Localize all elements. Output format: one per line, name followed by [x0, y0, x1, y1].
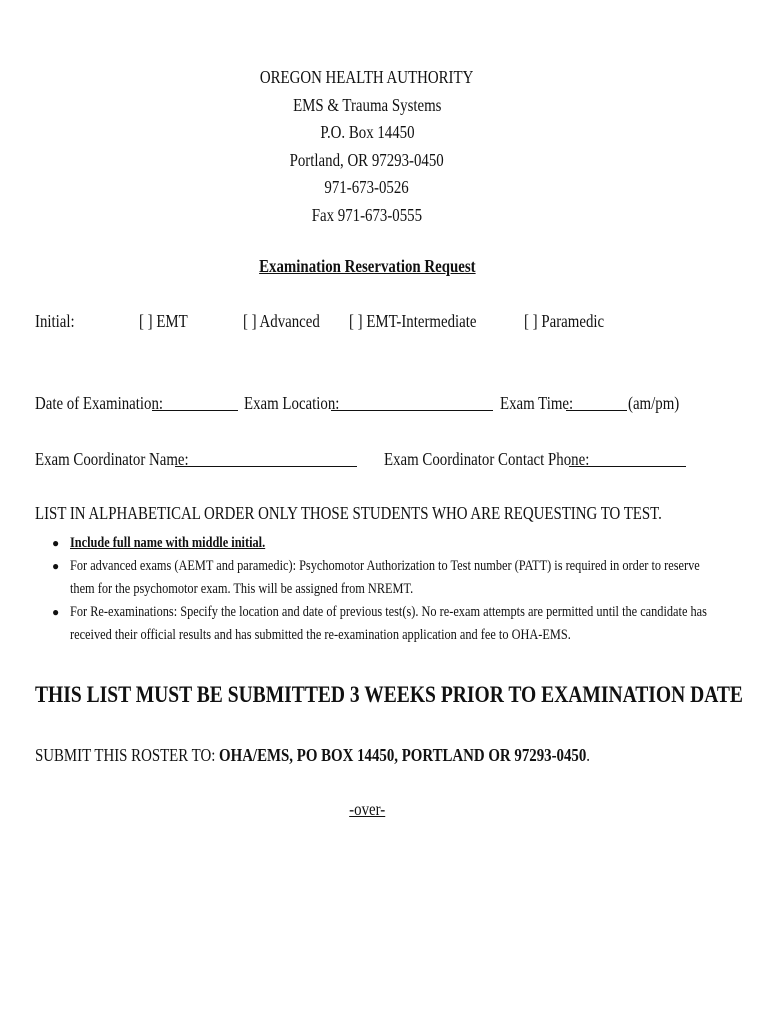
list-instruction — [35, 503, 770, 524]
date-of-exam-field[interactable] — [152, 396, 238, 411]
phone-line: 971-673-0526 — [324, 177, 410, 197]
over-note — [0, 799, 734, 820]
form-title-text: Examination Reservation Request — [258, 256, 476, 276]
date-label-text: Date of Examination: — [35, 393, 164, 413]
submit-suffix: . — [586, 745, 590, 765]
coordinator-phone-field[interactable] — [569, 452, 686, 467]
submit-address: OHA/EMS, PO BOX 14450, PORTLAND OR 97293-0450 — [219, 745, 587, 765]
bullet-text: Include full name with middle initial. — [70, 535, 266, 551]
bullet-dot-icon: ● — [52, 559, 60, 573]
option-advanced-label: [ ] Advanced — [243, 311, 320, 331]
location-label-text: Exam Location: — [244, 393, 340, 413]
deadline-text: THIS LIST MUST BE SUBMITTED 3 WEEKS PRIOR TO EXAMINATION DATE — [35, 682, 743, 707]
coordinator-name-text: Exam Coordinator Name: — [35, 449, 189, 469]
coordinator-phone-text: Exam Coordinator Contact Phone: — [384, 449, 590, 469]
po-box: P.O. Box 14450 — [319, 122, 415, 142]
bullet-item — [52, 601, 722, 647]
option-emt[interactable] — [139, 311, 196, 332]
bullet-text: For Re-examinations: Specify the location and date of previous test(s). No re-exam attempts are permitted until the candidate has received their official results and has submitted the re-examination application and fee to OHA-EMS. — [70, 604, 707, 643]
option-paramedic-label: [ ] Paramedic — [524, 311, 605, 331]
fax-line: Fax 971-673-0555 — [311, 204, 423, 225]
exam-location-field[interactable] — [331, 396, 493, 411]
option-emt-intermediate-label: [ ] EMT-Intermediate — [349, 311, 477, 331]
exam-time-field[interactable] — [566, 396, 627, 411]
org-name: OREGON HEALTH AUTHORITY — [260, 67, 474, 87]
list-instruction-text: LIST IN ALPHABETICAL ORDER ONLY THOSE STUDENTS WHO ARE REQUESTING TO TEST. — [35, 503, 662, 523]
bullet-item — [52, 555, 722, 601]
option-paramedic[interactable] — [524, 311, 618, 332]
option-emt-label: [ ] EMT — [139, 311, 188, 331]
submit-instruction — [35, 745, 688, 766]
coordinator-name-field[interactable] — [175, 452, 357, 467]
city-line: Portland, OR 97293-0450 — [289, 149, 445, 170]
letterhead — [0, 64, 734, 229]
deadline-notice — [35, 682, 770, 708]
am-pm-text: (am/pm) — [628, 393, 680, 413]
bullet-item — [52, 532, 722, 555]
initial-label-text: Initial: — [35, 311, 75, 331]
submit-prefix: SUBMIT THIS ROSTER TO: — [35, 745, 220, 765]
bullet-dot-icon: ● — [52, 605, 60, 619]
bullet-dot-icon: ● — [52, 536, 60, 550]
time-label-text: Exam Time: — [500, 393, 574, 413]
initial-label — [35, 311, 82, 332]
am-pm-label — [628, 393, 688, 414]
instruction-bullets — [52, 532, 722, 647]
bullet-text: For advanced exams (AEMT and paramedic): Psychomotor Authorization to Test number (PATT) is required in order to reserve them for the psychomotor exam. This will be assigned from NREMT. — [70, 558, 700, 597]
division-name: EMS & Trauma Systems — [292, 94, 442, 115]
over-text: -over- — [348, 799, 386, 819]
option-advanced[interactable] — [243, 311, 333, 332]
option-emt-intermediate[interactable] — [349, 311, 499, 332]
form-title — [0, 256, 734, 277]
